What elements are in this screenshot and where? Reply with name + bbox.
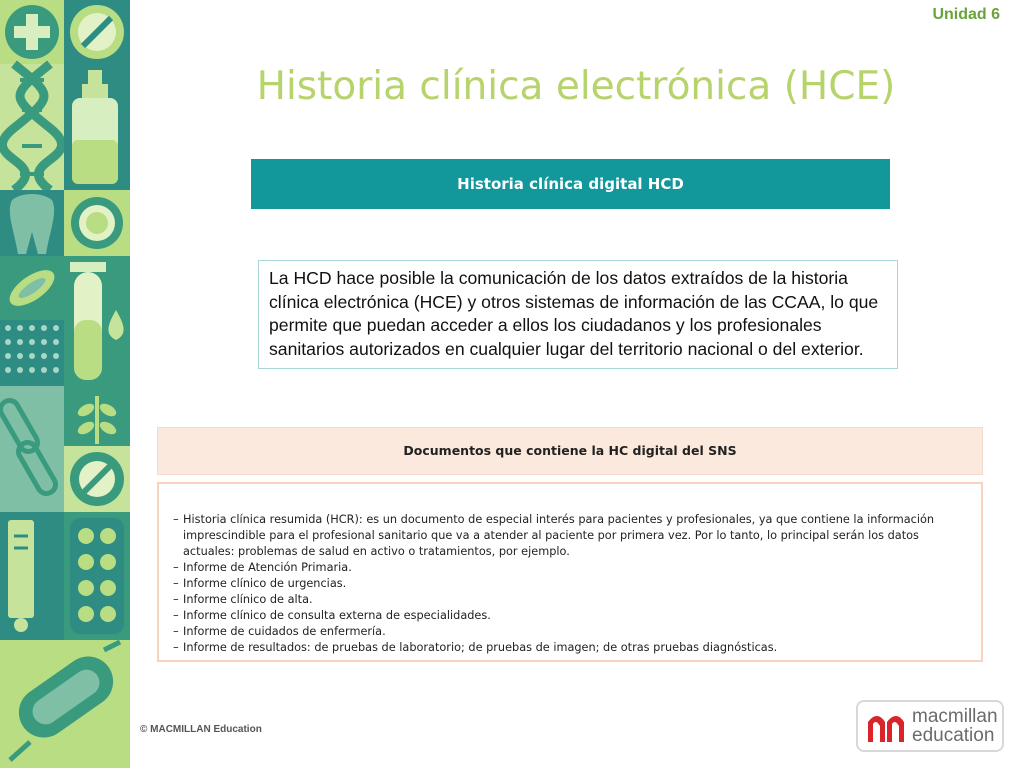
description-text: La HCD hace posible la comunicación de los datos extraídos de la historia clínica electrónica (HCE) y otros sistemas de información de las CCAA, lo que permite que puedan acceder a ellos los ciudadanos y los profesionales sanitarios autorizados en cualquier lugar del territorio nacional o del exterior. bbox=[269, 268, 879, 359]
bacteria-icon bbox=[0, 256, 64, 320]
list-item-text: Informe clínico de consulta externa de especialidades. bbox=[183, 609, 491, 622]
dash-bullet: – bbox=[173, 577, 179, 590]
macmillan-logo bbox=[856, 700, 1004, 752]
macmillan-logo-icon bbox=[866, 708, 906, 744]
description-box bbox=[258, 260, 898, 369]
capsule-icon bbox=[64, 446, 130, 512]
list-item bbox=[173, 560, 947, 576]
plant-icon bbox=[64, 386, 130, 446]
documents-heading: Documentos que contiene la HC digital del SNS bbox=[403, 442, 737, 458]
list-item bbox=[173, 624, 947, 640]
dots-icon bbox=[0, 320, 64, 386]
dash-bullet: – bbox=[173, 641, 179, 654]
pill-icon bbox=[64, 0, 130, 64]
dash-bullet: – bbox=[173, 513, 179, 526]
section-banner-label: Historia clínica digital HCD bbox=[457, 175, 684, 193]
dna-icon bbox=[0, 64, 64, 190]
logo-line-1: macmillan bbox=[912, 706, 998, 727]
dash-bullet: – bbox=[173, 625, 179, 638]
list-item-text: Informe clínico de urgencias. bbox=[183, 577, 347, 590]
virus-icon bbox=[64, 190, 130, 256]
decorative-sidebar bbox=[0, 0, 130, 768]
paperclip-icon bbox=[0, 386, 64, 512]
medical-cross-icon bbox=[0, 0, 64, 64]
tooth-icon bbox=[0, 190, 64, 256]
spray-bottle-icon bbox=[64, 64, 130, 190]
list-item bbox=[173, 640, 947, 656]
list-item-text: Historia clínica resumida (HCR): es un documento de especial interés para pacientes y profesionales, ya que contiene la información imprescindible para el profesional sanitario que va a atender al paciente por primera vez. Por lo tanto, lo principal serán los datos actuales: problemas de salud en activo o tratamientos, por ejemplo. bbox=[183, 513, 935, 558]
list-item bbox=[173, 592, 947, 608]
copyright-text: © MACMILLAN Education bbox=[140, 724, 262, 735]
list-item-text: Informe de resultados: de pruebas de laboratorio; de pruebas de imagen; de otras pruebas diagnósticas. bbox=[183, 641, 778, 654]
logo-line-2: education bbox=[912, 725, 995, 746]
documents-heading-box bbox=[157, 427, 983, 475]
list-item-text: Informe clínico de alta. bbox=[183, 593, 313, 606]
tablets-icon bbox=[0, 512, 130, 640]
list-item bbox=[173, 608, 947, 624]
dash-bullet: – bbox=[173, 609, 179, 622]
page-title: Historia clínica electrónica (HCE) bbox=[256, 64, 896, 109]
list-item-text: Informe de Atención Primaria. bbox=[183, 561, 352, 574]
list-item bbox=[173, 576, 947, 592]
unit-label: Unidad 6 bbox=[932, 6, 1000, 23]
dash-bullet: – bbox=[173, 561, 179, 574]
dash-bullet: – bbox=[173, 593, 179, 606]
list-item bbox=[173, 512, 947, 560]
documents-list bbox=[157, 482, 983, 662]
bacillus-icon bbox=[0, 640, 130, 768]
list-item-text: Informe de cuidados de enfermería. bbox=[183, 625, 386, 638]
section-banner bbox=[251, 159, 890, 209]
